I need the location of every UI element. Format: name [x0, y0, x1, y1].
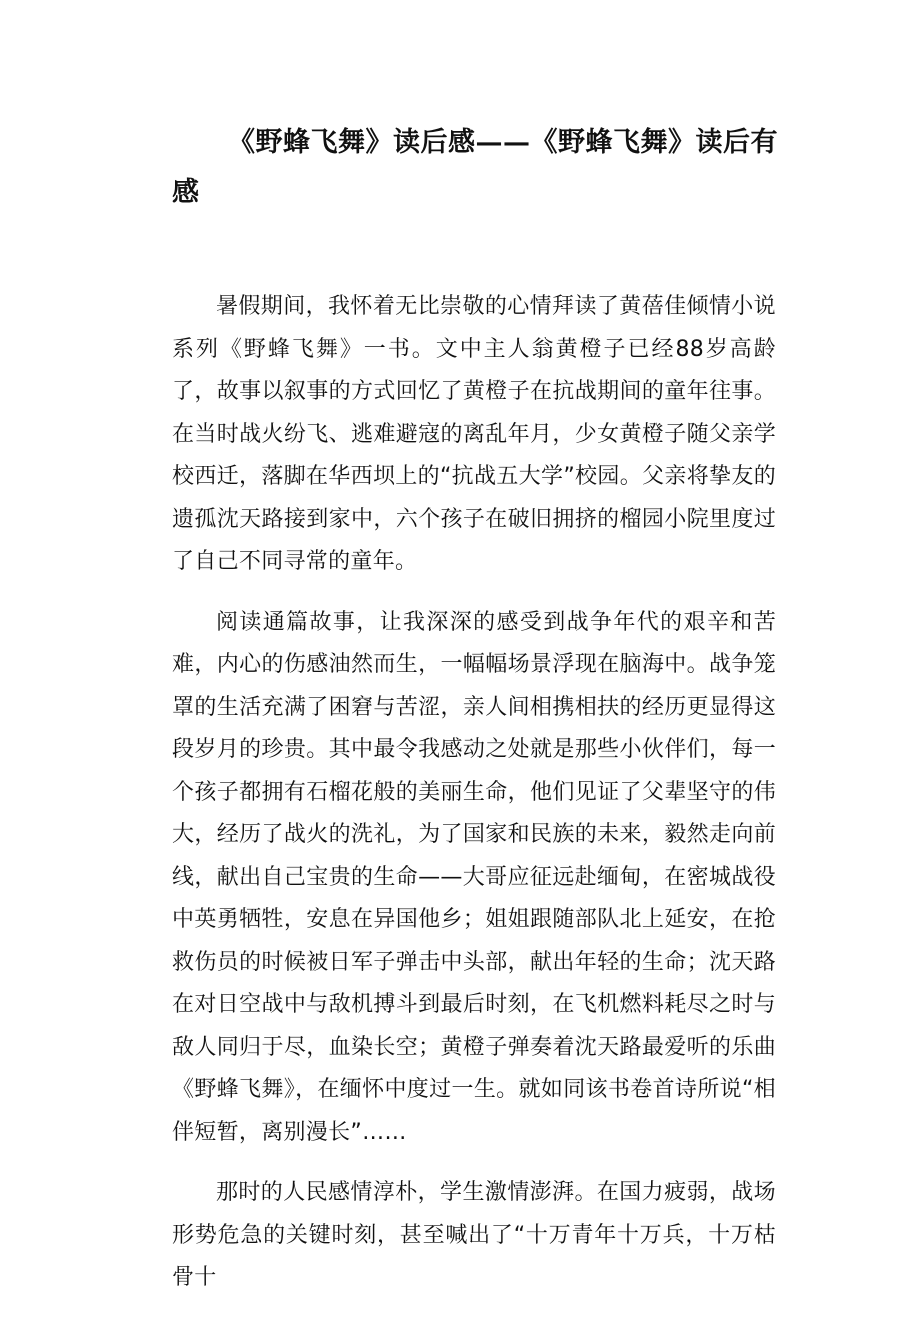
document-title: 《野蜂飞舞》读后感——《野蜂飞舞》读后有感 — [172, 127, 778, 208]
paragraph-2: 阅读通篇故事，让我深深的感受到战争年代的艰辛和苦难，内心的伤感油然而生，一幅幅场景浮现在脑海中。战争笼罩的生活充满了困窘与苦涩，亲人间相携相扶的经历更显得这段岁月的珍贵。其中最令我感动之处就是那些小伙伴们，每一个孩子都拥有石榴花般的美丽生命，他们见证了父辈坚守的伟大，经历了战火的洗礼，为了国家和民族的未来，毅然走向前线，献出自己宝贵的生命——大哥应征远赴缅甸，在密城战役中英勇牺牲，安息在异国他乡；姐姐跟随部队北上延安，在抢救伤员的时候被日军子弹击中头部，献出年轻的生命；沈天路在对日空战中与敌机搏斗到最后时刻，在飞机燃料耗尽之时与敌人同归于尽，血染长空；黄橙子弹奏着沈天路最爱听的乐曲《野蜂飞舞》，在缅怀中度过一生。就如同该书卷首诗所说“相伴短暂，离别漫长”…… — [172, 609, 776, 1145]
paragraph-3: 那时的人民感情淳朴，学生激情澎湃。在国力疲弱，战场形势危急的关键时刻，甚至喊出了“十万青年十万兵，十万枯骨十 — [172, 1180, 776, 1290]
document-body — [172, 286, 776, 1318]
paragraph-1: 暑假期间，我怀着无比崇敬的心情拜读了黄蓓佳倾情小说系列《野蜂飞舞》一书。文中主人翁黄橙子已经88岁高龄了，故事以叙事的方式回忆了黄橙子在抗战期间的童年往事。在当时战火纷飞、逃难避寇的离乱年月，少女黄橙子随父亲学校西迁，落脚在华西坝上的“抗战五大学”校园。父亲将挚友的遗孤沈天路接到家中，六个孩子在破旧拥挤的榴园小院里度过了自己不同寻常的童年。 — [172, 294, 776, 574]
